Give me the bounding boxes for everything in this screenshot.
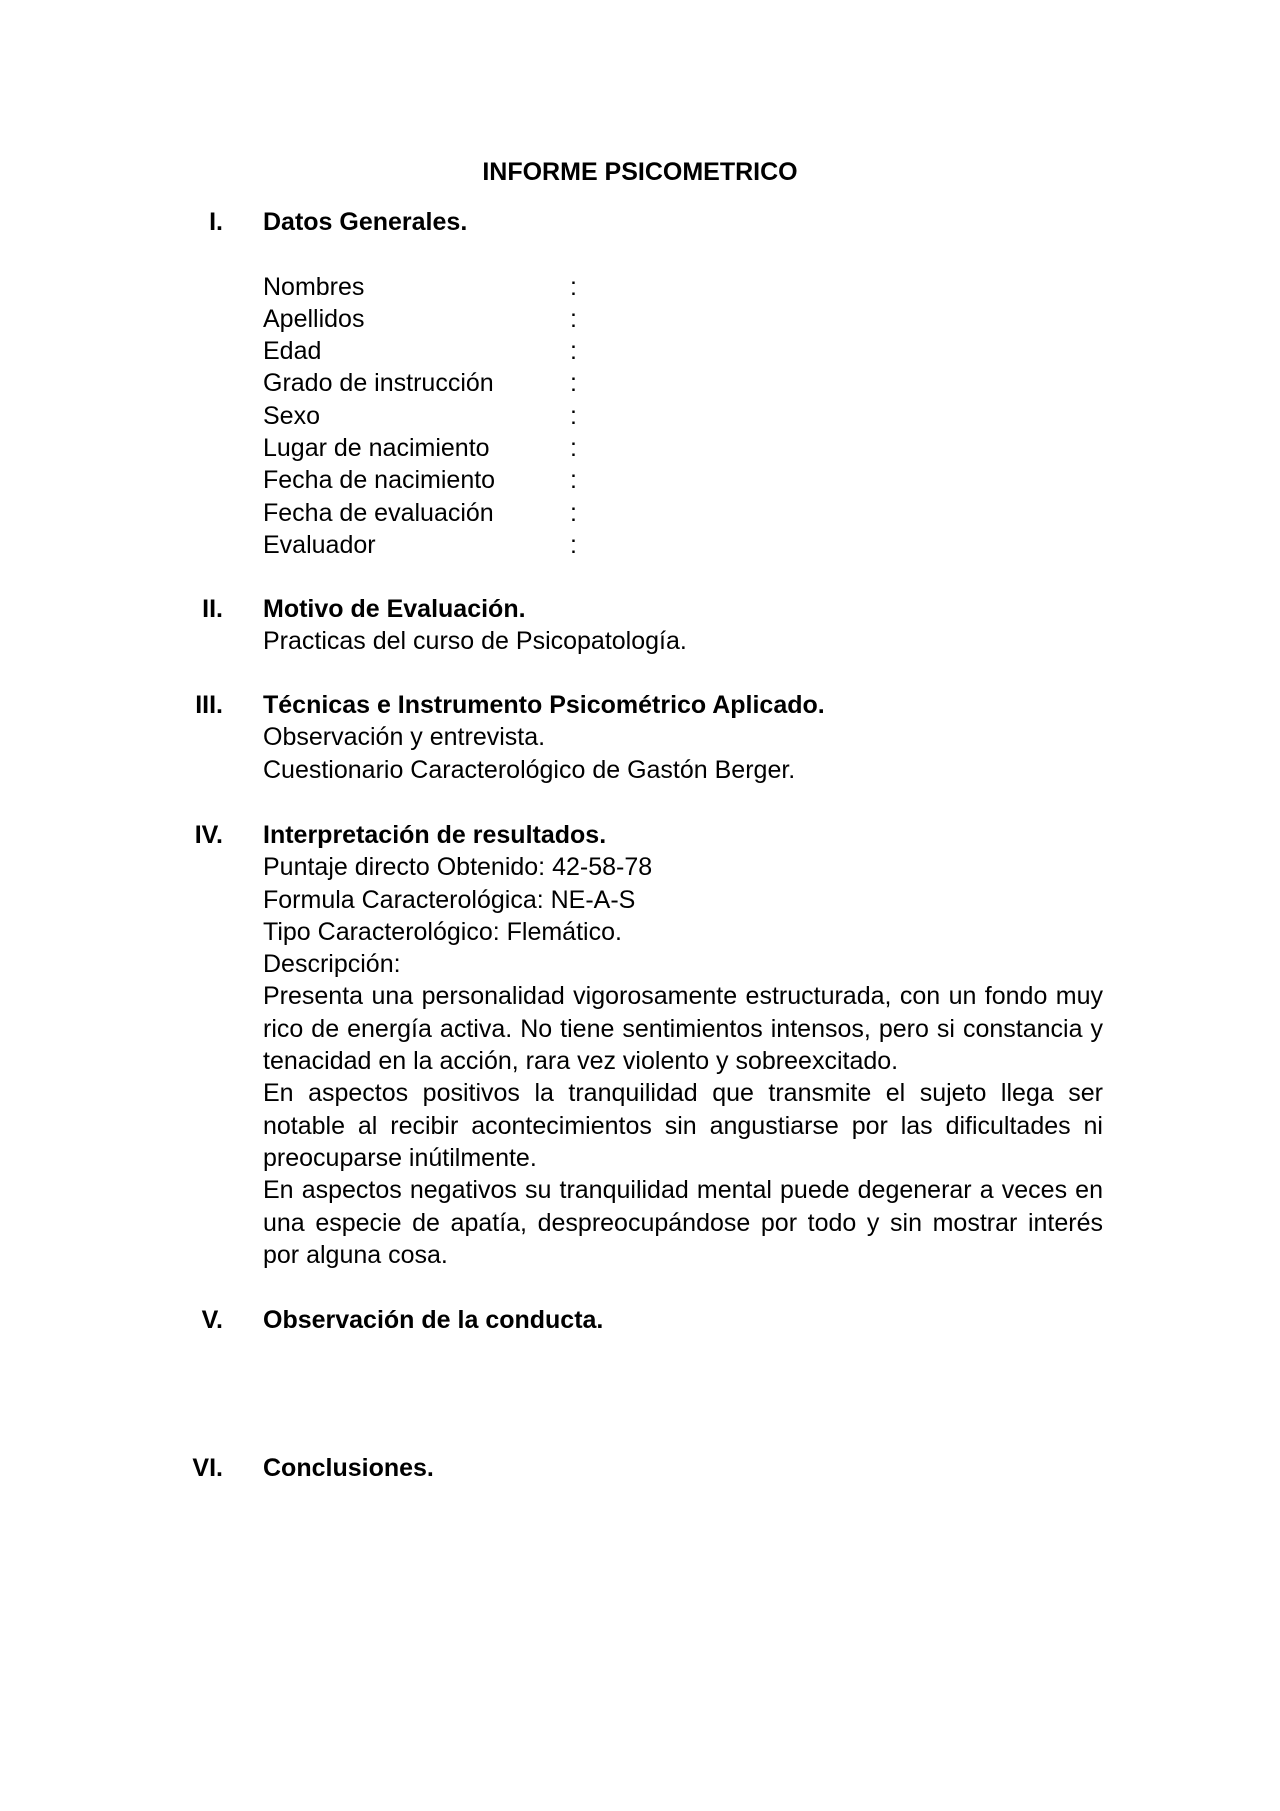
field-separator: : [570, 369, 577, 398]
field-separator: : [570, 434, 577, 463]
field-row [263, 367, 1103, 399]
paragraph: Presenta una personalidad vigorosamente estructurada, con un fondo muy rico de energía activa. No tiene sentimientos intensos, pero si constancia y tenacidad en la acción, rara vez violento y sobreexcitado. [263, 982, 1103, 1076]
field-label: Evaluador [263, 530, 376, 559]
paragraph: En aspectos positivos la tranquilidad que transmite el sujeto llega ser notable al recibir acontecimientos sin angustiarse por las dificultades ni preocuparse inútilmente. [263, 1079, 1103, 1172]
section-heading: Motivo de Evaluación. [263, 595, 526, 623]
field-separator: : [570, 401, 577, 430]
field-label: Nombres [263, 272, 365, 301]
puntaje-line: Puntaje directo Obtenido: 42-58-78 [263, 853, 653, 882]
section-number: I. [209, 208, 223, 236]
section-number: III. [195, 691, 223, 719]
section-heading: Técnicas e Instrumento Psicométrico Aplicado. [263, 691, 825, 719]
field-separator: : [570, 272, 577, 301]
section-heading: Observación de la conducta. [263, 1306, 604, 1334]
field-label: Fecha de evaluación [263, 498, 494, 527]
field-label: Grado de instrucción [263, 369, 494, 398]
text-line: Practicas del curso de Psicopatología. [263, 627, 687, 656]
field-separator: : [570, 337, 577, 366]
paragraph: En aspectos negativos su tranquilidad mental puede degenerar a veces en una especie de apatía, despreocupándose por todo y sin mostrar interés por alguna cosa. [263, 1176, 1103, 1269]
section-heading: Conclusiones. [263, 1454, 434, 1482]
section-observacion [201, 1304, 1103, 1336]
section-number: IV. [194, 821, 223, 849]
section-conclusiones [192, 1452, 1103, 1484]
descripcion-label: Descripción: [263, 950, 401, 979]
text-line: Cuestionario Caracterológico de Gastón Berger. [263, 755, 796, 784]
field-label: Lugar de nacimiento [263, 434, 490, 463]
section-heading: Interpretación de resultados. [263, 821, 607, 849]
section-interpretacion [194, 819, 1103, 1271]
section-number: VI. [192, 1454, 223, 1482]
field-row [263, 529, 1103, 561]
section-motivo [202, 593, 1103, 658]
field-separator: : [570, 530, 577, 559]
section-datos-generales [209, 206, 1103, 561]
formula-line: Formula Caracterológica: NE-A-S [263, 885, 636, 914]
field-separator: : [570, 466, 577, 495]
field-label: Fecha de nacimiento [263, 466, 496, 495]
section-heading: Datos Generales. [263, 208, 468, 236]
field-row [263, 464, 1103, 496]
field-label: Sexo [263, 401, 320, 430]
field-row [263, 432, 1103, 464]
field-row [263, 303, 1103, 335]
tipo-line: Tipo Caracterológico: Flemático. [263, 917, 622, 946]
field-row [263, 497, 1103, 529]
field-separator: : [570, 498, 577, 527]
section-tecnicas [195, 689, 1103, 786]
field-row [263, 400, 1103, 432]
section-number: II. [202, 595, 223, 623]
section-number: V. [201, 1306, 223, 1334]
document-title: INFORME PSICOMETRICO [482, 158, 798, 186]
field-row [263, 271, 1103, 303]
field-label: Apellidos [263, 304, 365, 333]
field-row [263, 335, 1103, 367]
field-separator: : [570, 304, 577, 333]
text-line: Observación y entrevista. [263, 723, 546, 752]
field-label: Edad [263, 337, 322, 366]
